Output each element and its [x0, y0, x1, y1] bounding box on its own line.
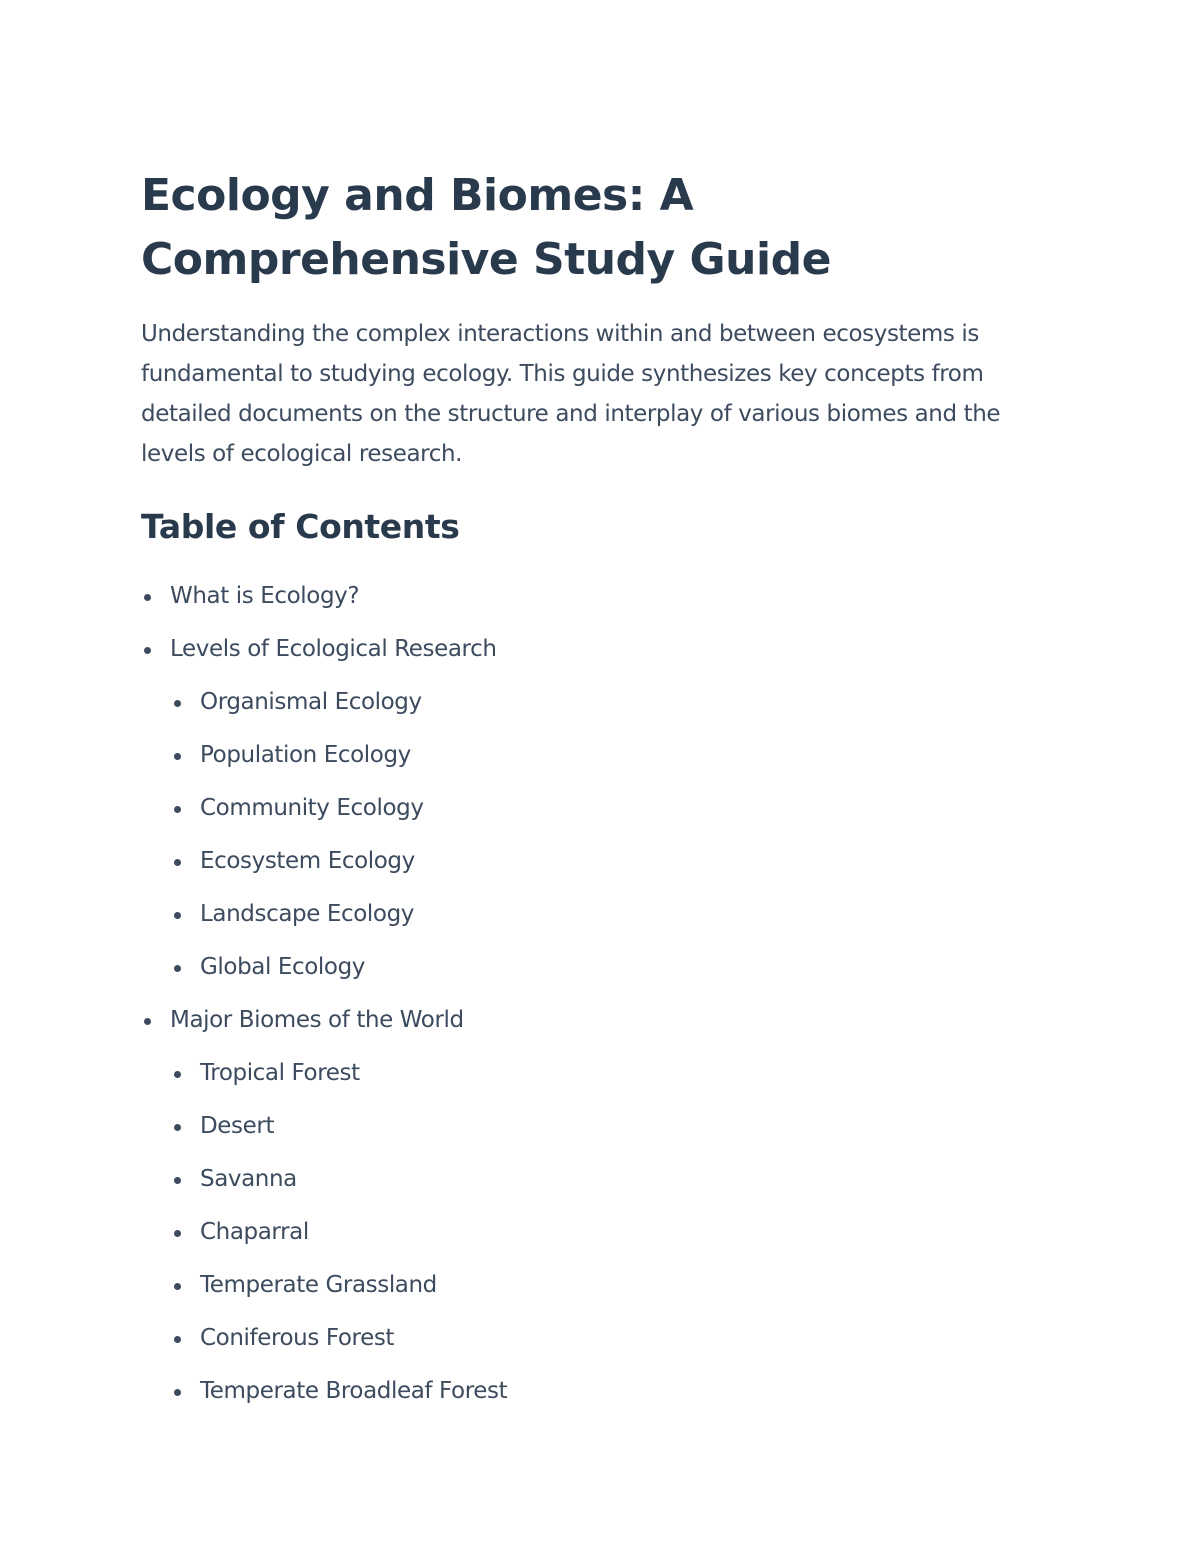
bullet-icon	[174, 1124, 181, 1131]
toc-subitem[interactable]	[141, 1100, 1061, 1153]
toc-subitem[interactable]	[141, 888, 1061, 941]
toc-item-label: Levels of Ecological Research	[170, 636, 497, 662]
bullet-icon	[174, 700, 181, 707]
toc-item-label: Temperate Broadleaf Forest	[200, 1378, 508, 1404]
toc-subitem[interactable]	[141, 1047, 1061, 1100]
toc-item-label: Chaparral	[200, 1219, 309, 1245]
toc-item-label: Coniferous Forest	[200, 1325, 395, 1351]
toc-item-label: Tropical Forest	[200, 1060, 360, 1086]
toc-item-label: Global Ecology	[200, 954, 366, 980]
bullet-icon	[174, 1336, 181, 1343]
bullet-icon	[174, 1071, 181, 1078]
bullet-icon	[174, 965, 181, 972]
toc-item-label: Community Ecology	[200, 795, 424, 821]
bullet-icon	[174, 1230, 181, 1237]
toc-subitem[interactable]	[141, 1206, 1061, 1259]
toc-item-label: Organismal Ecology	[200, 689, 422, 715]
toc-subitem[interactable]	[141, 1312, 1061, 1365]
document-page	[141, 164, 1061, 1418]
toc-item[interactable]	[141, 994, 1061, 1047]
toc-item-label: Desert	[200, 1113, 275, 1139]
bullet-icon	[174, 912, 181, 919]
page-title: Ecology and Biomes: A Comprehensive Study Guide	[141, 170, 831, 285]
toc-item-label: What is Ecology?	[170, 583, 360, 609]
bullet-icon	[144, 647, 151, 654]
intro-paragraph: Understanding the complex interactions within and between ecosystems is fundamental to studying ecology. This guide synthesizes key concepts from detailed documents on the structure and interplay of various biomes and the levels of ecological research.	[141, 321, 1001, 467]
table-of-contents	[141, 570, 1061, 1418]
bullet-icon	[174, 806, 181, 813]
toc-subitem[interactable]	[141, 1259, 1061, 1312]
toc-heading: Table of Contents	[141, 507, 460, 546]
toc-item-label: Ecosystem Ecology	[200, 848, 415, 874]
toc-subitem[interactable]	[141, 835, 1061, 888]
toc-subitem[interactable]	[141, 941, 1061, 994]
toc-item-label: Landscape Ecology	[200, 901, 414, 927]
toc-subitem[interactable]	[141, 676, 1061, 729]
toc-item[interactable]	[141, 623, 1061, 676]
toc-item-label: Savanna	[200, 1166, 297, 1192]
bullet-icon	[144, 1018, 151, 1025]
bullet-icon	[174, 1283, 181, 1290]
toc-subitem[interactable]	[141, 1365, 1061, 1418]
bullet-icon	[144, 594, 151, 601]
toc-item-label: Major Biomes of the World	[170, 1007, 464, 1033]
toc-subitem[interactable]	[141, 1153, 1061, 1206]
toc-item-label: Population Ecology	[200, 742, 411, 768]
toc-subitem[interactable]	[141, 782, 1061, 835]
bullet-icon	[174, 859, 181, 866]
bullet-icon	[174, 753, 181, 760]
bullet-icon	[174, 1389, 181, 1396]
toc-item-label: Temperate Grassland	[200, 1272, 437, 1298]
toc-item[interactable]	[141, 570, 1061, 623]
bullet-icon	[174, 1177, 181, 1184]
toc-subitem[interactable]	[141, 729, 1061, 782]
